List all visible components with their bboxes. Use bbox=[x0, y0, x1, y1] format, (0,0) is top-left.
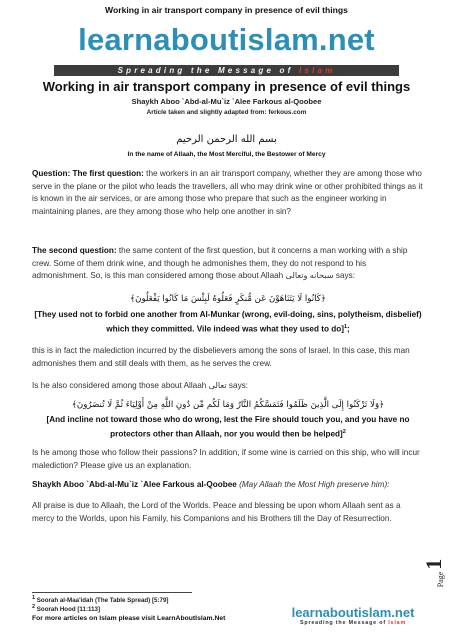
footnote-2 bbox=[32, 604, 100, 613]
answer-paragraph: All praise is due to Allaah, the Lord of the Worlds. Peace and blessing be upon whom Allaah sent as a mercy to the Worlds, upon his Family, his Companions and his Brothers till the Day of Resurrection. bbox=[32, 501, 401, 523]
footnote-divider bbox=[32, 592, 192, 593]
also-paragraph: Is he also considered among those about Allaah تعالى says: bbox=[32, 381, 249, 390]
answer-author: Shaykh Aboo `Abd-al-Mu`iz `Alee Farkous al-Qoobee bbox=[32, 480, 237, 489]
question-two-paragraph bbox=[32, 245, 424, 283]
basmala-english: In the name of Allaah, the Most Merciful, the Bestower of Mercy bbox=[127, 151, 326, 158]
site-logo bbox=[0, 23, 453, 57]
basmala-arabic: بسم الله الرحمن الرحيم bbox=[176, 134, 277, 145]
verse-two-text: [And incline not toward those who do wrong, lest the Fire should touch you, and you have no protectors other than Allaah, nor you would then be helped] bbox=[46, 415, 410, 440]
logo-name: learnaboutislam bbox=[78, 22, 319, 57]
logo-suffix: .net bbox=[318, 22, 375, 57]
verse-two-arabic: ﴿وَلَا تَرْكَنُوا إِلَى الَّذِينَ ظَلَمُوا فَتَمَسَّكُمُ النَّارُ وَمَا لَكُم مِّن دُونِ اللَّهِ مِنْ أَوْلِيَاءَ ثُمَّ لَا تُنصَرُونَ﴾ bbox=[71, 400, 385, 410]
footer-visit-text: For more articles on Islam please visit LearnAboutIslam.Net bbox=[32, 615, 226, 622]
answer-honorific: (May Allaah the Most High preserve him): bbox=[236, 480, 390, 489]
question-two-label: The second question: bbox=[32, 246, 117, 255]
tagline-highlight: Islam bbox=[298, 66, 336, 75]
footer-logo bbox=[283, 606, 423, 627]
article-author: Shaykh Aboo `Abd-al-Mu`iz `Alee Farkous al-Qoobee bbox=[131, 97, 322, 106]
page-number bbox=[415, 553, 445, 593]
page-label: Page bbox=[436, 571, 445, 588]
question-one-text: the workers in an air transport company, whether they are among those who serve in the plane or the pilot who leads the travellers, all who may drink wine or other prohibited things as it is known in the air services, or are among those who prepare that such as the engineer working in maintaining planes, are they among those who help one another in sin? bbox=[32, 169, 423, 216]
footer-logo-tagline bbox=[283, 620, 423, 627]
malediction-paragraph: this is in fact the malediction incurred by the disbelievers among the sons of Israel. In this case, this man admonishes them and still deals with them, as he serves the crew. bbox=[32, 346, 410, 368]
footnote-ref-2: 2 bbox=[342, 429, 346, 436]
verse-one-text: [They used not to forbid one another from Al-Munkar (wrong, evil-doing, sins, polytheism, disbelief) which they committed. Vile indeed was what they used to do] bbox=[34, 310, 422, 335]
question-one-paragraph bbox=[32, 168, 424, 218]
tagline-text: Spreading the Message of bbox=[117, 66, 294, 75]
footnote-1-mark: 1 bbox=[32, 595, 36, 601]
logo-tagline bbox=[54, 65, 399, 76]
footer-logo-name: learnaboutislam.net bbox=[291, 605, 415, 620]
answer-heading bbox=[32, 479, 424, 492]
running-title: Working in air transport company in presence of evil things bbox=[105, 5, 348, 15]
page-number-value: 1 bbox=[421, 558, 446, 570]
footnote-2-mark: 2 bbox=[32, 604, 36, 610]
question-two-text: the same content of the first question, but it concerns a man working with a ship crew. Some of them drink wine, and though he admonishes them, they do not respond to his admonishment. So, is this man considered among those about Allaah سبحانه وتعالى says: bbox=[32, 246, 408, 281]
footer-tag-text: Spreading the Message of bbox=[299, 620, 389, 626]
follow-paragraph: Is he among those who follow their passions? In addition, if some wine is carried on this ship, who will incur malediction? Please give us an explanation. bbox=[32, 448, 420, 470]
footer-tag-highlight: Islam bbox=[388, 620, 407, 626]
verse-one-translation: [They used not to forbid one another from Al-Munkar (wrong, evil-doing, sins, polytheism, disbelief) which they committed. Vile indeed was what they used to do]$^1$; bbox=[34, 310, 422, 335]
footnote-2-text: Soorah Hood [11:113] bbox=[35, 606, 101, 614]
footnote-1 bbox=[32, 595, 168, 604]
footnote-ref-1: 1 bbox=[343, 324, 348, 331]
footnote-1-text: Soorah al-Maa'idah (The Table Spread) [5:79] bbox=[35, 597, 169, 605]
verse-two-translation bbox=[32, 414, 424, 442]
question-one-label: Question: The first question: bbox=[32, 169, 144, 178]
verse-one-arabic: ﴿كَانُوا لَا يَتَنَاهَوْنَ عَن مُّنكَرٍ فَعَلُوهُ لَبِئْسَ مَا كَانُوا يَفْعَلُونَ﴾ bbox=[130, 294, 326, 304]
article-title: Working in air transport company in presence of evil things bbox=[42, 79, 411, 94]
article-source: Article taken and slightly adapted from: ferkous.com bbox=[146, 109, 307, 116]
